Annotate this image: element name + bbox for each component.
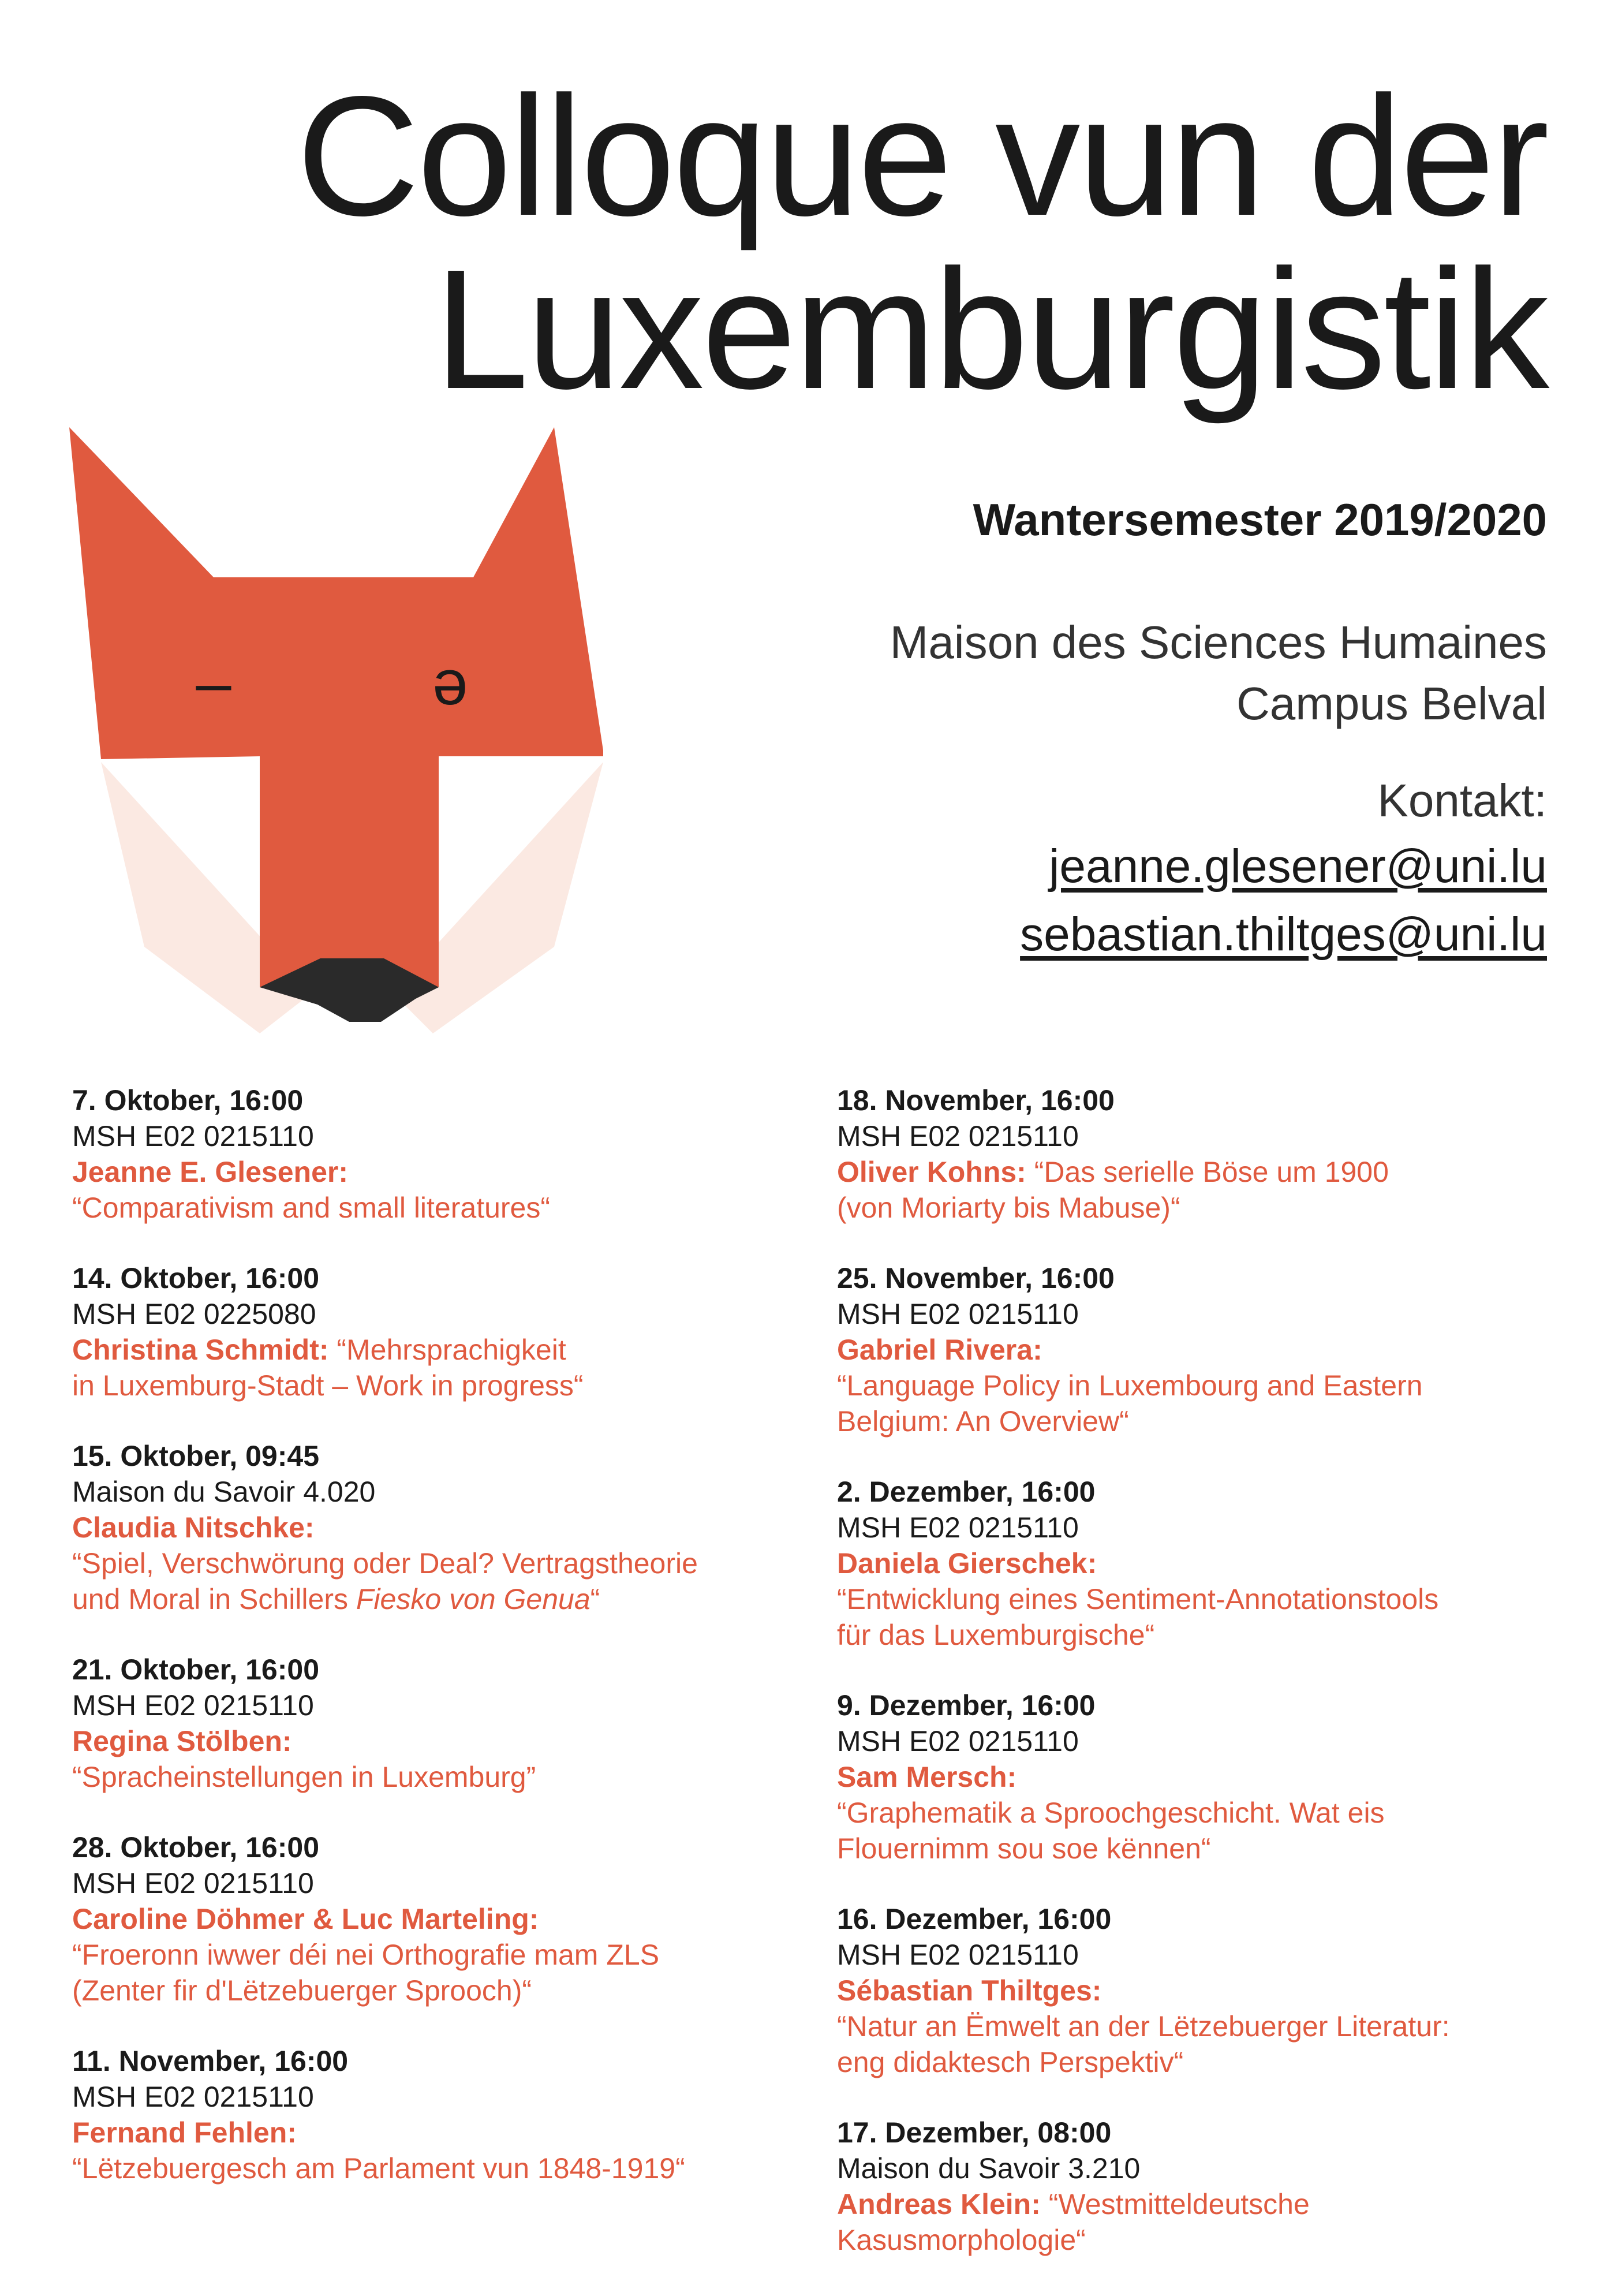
event-date: 15. Oktober, 09:45 <box>72 1440 320 1472</box>
event-speaker: Regina Stölben: <box>72 1725 292 1757</box>
event-talk <box>72 1901 805 2008</box>
event-title-line: in Luxemburg-Stadt – Work in progress“ <box>72 1369 584 1402</box>
event-title-line: “Spiel, Verschwörung oder Deal? Vertragstheorie <box>72 1547 698 1580</box>
event-speaker: Sébastian Thiltges: <box>837 1974 1102 2007</box>
event-item <box>837 2115 1570 2258</box>
fox-eye-left: – <box>196 647 231 718</box>
event-title-line: Kasusmorphologie“ <box>837 2224 1086 2256</box>
venue-line-1: Maison des Sciences Humaines <box>890 617 1547 668</box>
event-room: Maison du Savoir 3.210 <box>837 2152 1141 2185</box>
event-room: MSH E02 0215110 <box>72 2081 314 2113</box>
event-date: 18. November, 16:00 <box>837 1084 1115 1117</box>
event-talk <box>837 1154 1570 1226</box>
event-item <box>72 1652 805 1795</box>
event-talk <box>72 1332 805 1403</box>
event-item <box>837 1474 1570 1653</box>
event-talk <box>837 2186 1570 2258</box>
event-talk <box>72 1510 805 1617</box>
event-date: 9. Dezember, 16:00 <box>837 1689 1096 1722</box>
event-title-italic: Fiesko von Genua <box>356 1583 591 1615</box>
title-line-2: Luxemburgistik <box>434 234 1547 424</box>
schedule-column-left <box>72 1082 805 2221</box>
event-title-start: “Mehrsprachigkeit <box>328 1334 566 1366</box>
event-item <box>837 1260 1570 1439</box>
title-line-1: Colloque vun der <box>296 61 1547 251</box>
contact-label: Kontakt: <box>1377 775 1547 826</box>
event-date: 21. Oktober, 16:00 <box>72 1653 320 1686</box>
info-block <box>890 491 1547 969</box>
event-speaker: Christina Schmidt: <box>72 1334 329 1366</box>
fox-eye-right: ə <box>432 647 468 718</box>
event-date: 17. Dezember, 08:00 <box>837 2116 1112 2149</box>
event-item <box>837 1688 1570 1866</box>
event-room: MSH E02 0215110 <box>837 1725 1079 1757</box>
event-item <box>72 1438 805 1617</box>
event-title-line: (von Moriarty bis Mabuse)“ <box>837 1192 1180 1224</box>
event-title-line: eng didaktesch Perspektiv“ <box>837 2046 1184 2078</box>
semester: Wantersemester 2019/2020 <box>973 494 1547 545</box>
event-title-line: (Zenter fir d'Lëtzebuerger Sprooch)“ <box>72 1974 532 2007</box>
event-talk <box>837 1973 1570 2080</box>
event-date: 16. Dezember, 16:00 <box>837 1903 1112 1935</box>
event-room: MSH E02 0215110 <box>72 1689 314 1722</box>
event-date: 7. Oktober, 16:00 <box>72 1084 304 1117</box>
event-title-start: “Westmitteldeutsche <box>1040 2188 1310 2220</box>
event-talk <box>72 2115 805 2186</box>
event-speaker: Sam Mersch: <box>837 1761 1017 1793</box>
schedule-column-right <box>837 1082 1570 2293</box>
event-title-line: “Comparativism and small literatures“ <box>72 1192 551 1224</box>
event-speaker: Jeanne E. Glesener: <box>72 1156 349 1188</box>
event-title-text: und Moral in Schillers <box>72 1583 356 1615</box>
event-room: MSH E02 0225080 <box>72 1298 316 1330</box>
event-item <box>837 1082 1570 1226</box>
event-room: Maison du Savoir 4.020 <box>72 1476 376 1508</box>
event-title-line: Belgium: An Overview“ <box>837 1405 1129 1438</box>
event-title-line: Flouernimm sou soe kënnen“ <box>837 1832 1211 1865</box>
event-date: 11. November, 16:00 <box>72 2045 349 2077</box>
event-speaker: Daniela Gierschek: <box>837 1547 1097 1580</box>
event-talk <box>837 1759 1570 1866</box>
event-speaker: Fernand Fehlen: <box>72 2116 297 2149</box>
event-title-line: “Graphematik a Sproochgeschicht. Wat eis <box>837 1797 1385 1829</box>
event-date: 28. Oktober, 16:00 <box>72 1831 320 1864</box>
event-speaker: Claudia Nitschke: <box>72 1511 315 1544</box>
event-title-line <box>72 1581 805 1617</box>
event-talk <box>72 1723 805 1795</box>
event-title-line: “Spracheinstellungen in Luxemburg” <box>72 1761 536 1793</box>
event-speaker: Oliver Kohns: <box>837 1156 1026 1188</box>
event-item <box>72 1082 805 1226</box>
event-talk <box>72 1154 805 1226</box>
event-date: 2. Dezember, 16:00 <box>837 1476 1096 1508</box>
email-link-thiltges[interactable]: sebastian.thiltges@uni.lu <box>1020 908 1547 961</box>
event-item <box>72 1260 805 1403</box>
event-room: MSH E02 0215110 <box>837 1298 1079 1330</box>
event-room: MSH E02 0215110 <box>72 1120 314 1152</box>
event-title-line: “Natur an Ëmwelt an der Lëtzebuerger Literatur: <box>837 2010 1450 2043</box>
event-title-line: “Entwicklung eines Sentiment-Annotationstools <box>837 1583 1439 1615</box>
poster-title <box>296 61 1547 424</box>
event-item <box>72 2043 805 2186</box>
event-speaker: Caroline Döhmer & Luc Marteling: <box>72 1903 539 1935</box>
event-room: MSH E02 0215110 <box>837 1939 1079 1971</box>
fox-logo <box>69 427 606 1033</box>
venue-line-2: Campus Belval <box>1236 678 1547 729</box>
event-talk <box>837 1332 1570 1439</box>
event-title-start: “Das serielle Böse um 1900 <box>1026 1156 1389 1188</box>
event-room: MSH E02 0215110 <box>72 1867 314 1899</box>
event-item <box>837 1901 1570 2080</box>
event-room: MSH E02 0215110 <box>837 1120 1079 1152</box>
event-date: 14. Oktober, 16:00 <box>72 1262 320 1294</box>
event-talk <box>837 1545 1570 1653</box>
event-title-line: “Froeronn iwwer déi nei Orthografie mam ZLS <box>72 1939 660 1971</box>
event-title-line: “Lëtzebuergesch am Parlament vun 1848-1919“ <box>72 2152 685 2185</box>
event-date: 25. November, 16:00 <box>837 1262 1115 1294</box>
event-speaker: Andreas Klein: <box>837 2188 1041 2220</box>
event-room: MSH E02 0215110 <box>837 1511 1079 1544</box>
event-speaker: Gabriel Rivera: <box>837 1334 1042 1366</box>
event-title-line: “Language Policy in Luxembourg and Eastern <box>837 1369 1423 1402</box>
event-item <box>72 1830 805 2008</box>
event-title-line: für das Luxemburgische“ <box>837 1619 1155 1651</box>
email-link-glesener[interactable]: jeanne.glesener@uni.lu <box>1049 840 1547 893</box>
event-title-quote: “ <box>590 1583 600 1615</box>
